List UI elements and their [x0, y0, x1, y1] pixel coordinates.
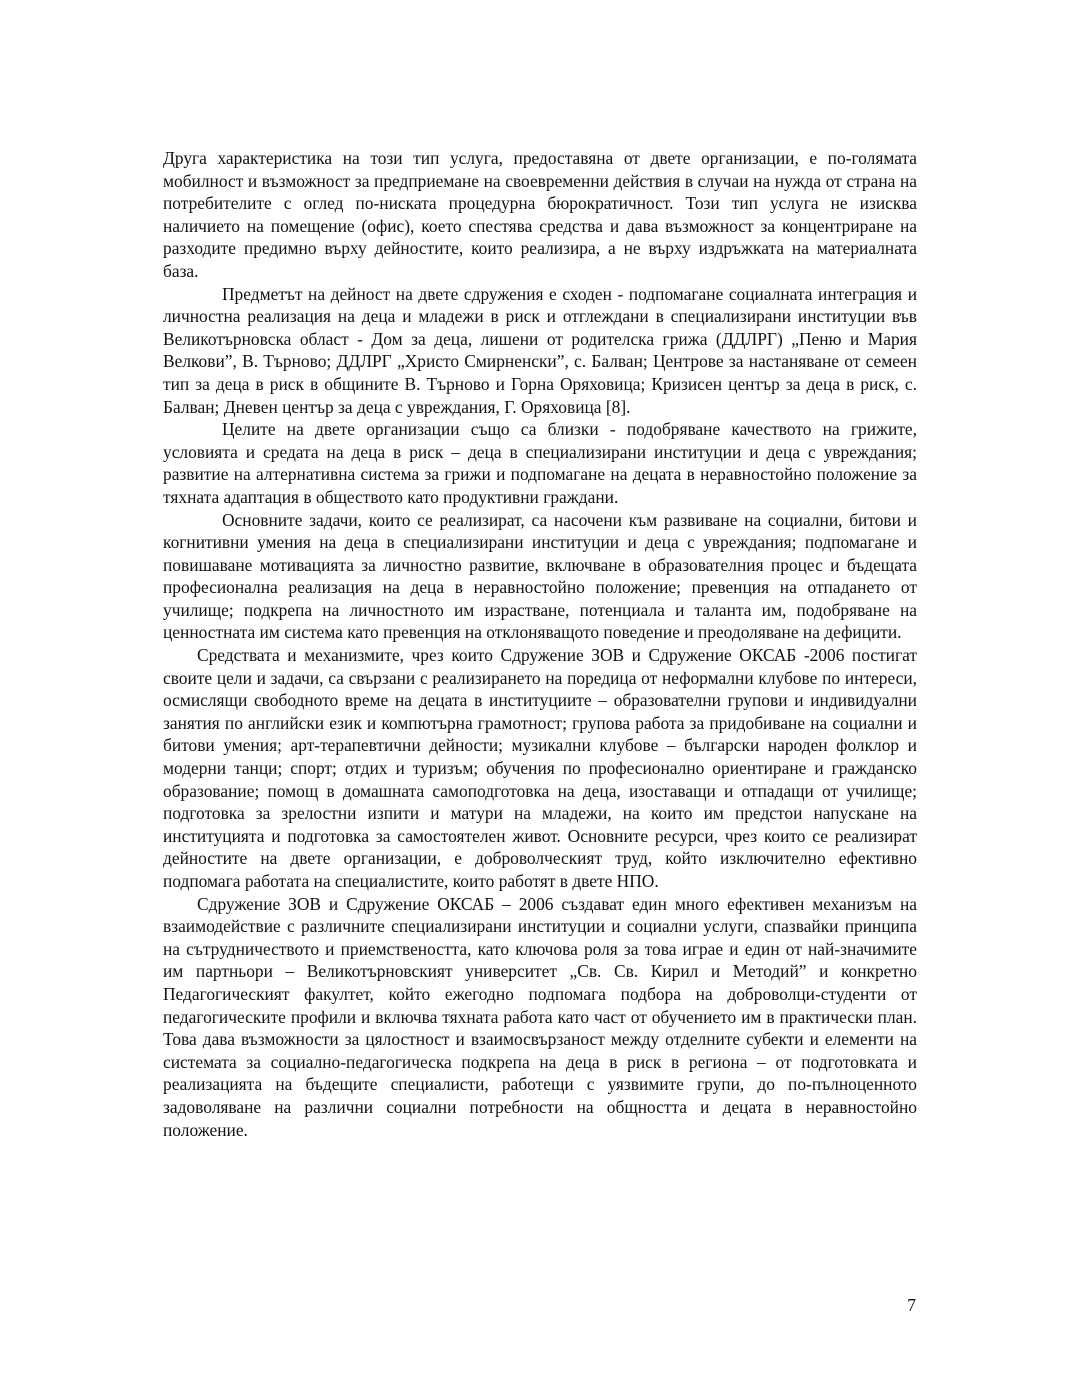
- paragraph-main-tasks: Основните задачи, които се реализират, са насочени към развиване на социални, битови и когнитивни умения на деца в специализирани институции и деца с увреждания; подпомагане и повишаване мотивацията за личностно развитие, включване в образователния процес и бъдещата професионална реализация на деца в неравностойно положение; превенция на отпадането от училище; подкрепа на личностното им израстване, потенциала и таланта им, подобряване на ценностната им система като превенция на отклоняващото поведение и преодоляване на дефицити.: [163, 509, 917, 643]
- paragraph-goals: Целите на двете организации също са близки - подобряване качеството на грижите, условията и средата на деца в риск – деца в специализирани институции и деца с увреждания; развитие на алтернативна система за грижи и подпомагане на децата в неравностойно положение за тяхната адаптация в обществото като продуктивни граждани.: [163, 419, 917, 507]
- paragraph-means-and-mechanisms: Средствата и механизмите, чрез които Сдружение ЗОВ и Сдружение ОКСАБ -2006 постигат своите цели и задачи, са свързани с реализирането на поредица от неформални клубове по интереси, осмислящи свободното време на децата в институциите – образователни групови и индивидуални занятия по английски език и компютърна грамотност; групова работа за придобиване на социални и битови умения; арт-терапевтични дейности; музикални клубове – български народен фолклор и модерни танци; спорт; отдих и туризъм; обучения по професионално ориентиране и гражданско образование; помощ в домашната самоподготовка на деца, изоставащи и отпадащи от училище; подготовка за зрелостни изпити и матури на младежи, на които им предстои напускане на институцията и подготовка за самостоятелен живот. Основните ресурси, чрез които се реализират дейностите на двете организации, е доброволческият труд, който изключително ефективно подпомага работата на специалистите, които работят в двете НПО.: [163, 645, 917, 891]
- document-body: [163, 147, 917, 1141]
- page-number: 7: [907, 1295, 916, 1315]
- paragraph-interaction-mechanism: Сдружение ЗОВ и Сдружение ОКСАБ – 2006 създават един много ефективен механизъм на взаимодействие с различните специализирани институции и социални услуги, спазвайки принципа на сътрудничеството и приемствеността, като ключова роля за това играе и един от най-значимите им партньори – Великотърновският университет „Св. Св. Кирил и Методий” и конкретно Педагогическият факултет, който ежегодно подпомага подбора на доброволци-студенти от педагогическите профили и включва тяхната работа като част от обучението им в практически план. Това дава възможности за цялостност и взаимосвързаност между отделните субекти и елементи на системата за социално-педагогическа подкрепа на деца в риск в региона – от подготовката и реализацията на бъдещите специалисти, работещи с уязвимите групи, до по-пълноценното задоволяване на различни социални потребности на общността и децата в неравностойно положение.: [163, 893, 917, 1140]
- paragraph-service-characteristics: Друга характеристика на този тип услуга, предоставяна от двете организации, е по-голямата мобилност и възможност за предприемане на своевременни действия в случаи на нужда от страна на потребителите с оглед по-ниската процедурна бюрократичност. Този тип услуга не изисква наличието на помещение (офис), което спестява средства и дава възможност за концентриране на разходите предимно върху дейностите, които реализира, а не върху издръжката на материалната база.: [163, 148, 917, 281]
- paragraph-scope-of-activity: Предметът на дейност на двете сдружения е сходен - подпомагане социалната интеграция и личностна реализация на деца и младежи в риск и отглеждани в специализирани институции във Великотърновска област - Дом за деца, лишени от родителска грижа (ДДЛРГ) „Пеню и Мария Велкови”, В. Търново; ДДЛРГ „Христо Смирненски”, с. Балван; Центрове за настаняване от семеен тип за деца в риск в общините В. Търново и Горна Оряховица; Кризисен център за деца в риск, с. Балван; Дневен център за деца с увреждания, Г. Оряховица [8].: [163, 283, 917, 417]
